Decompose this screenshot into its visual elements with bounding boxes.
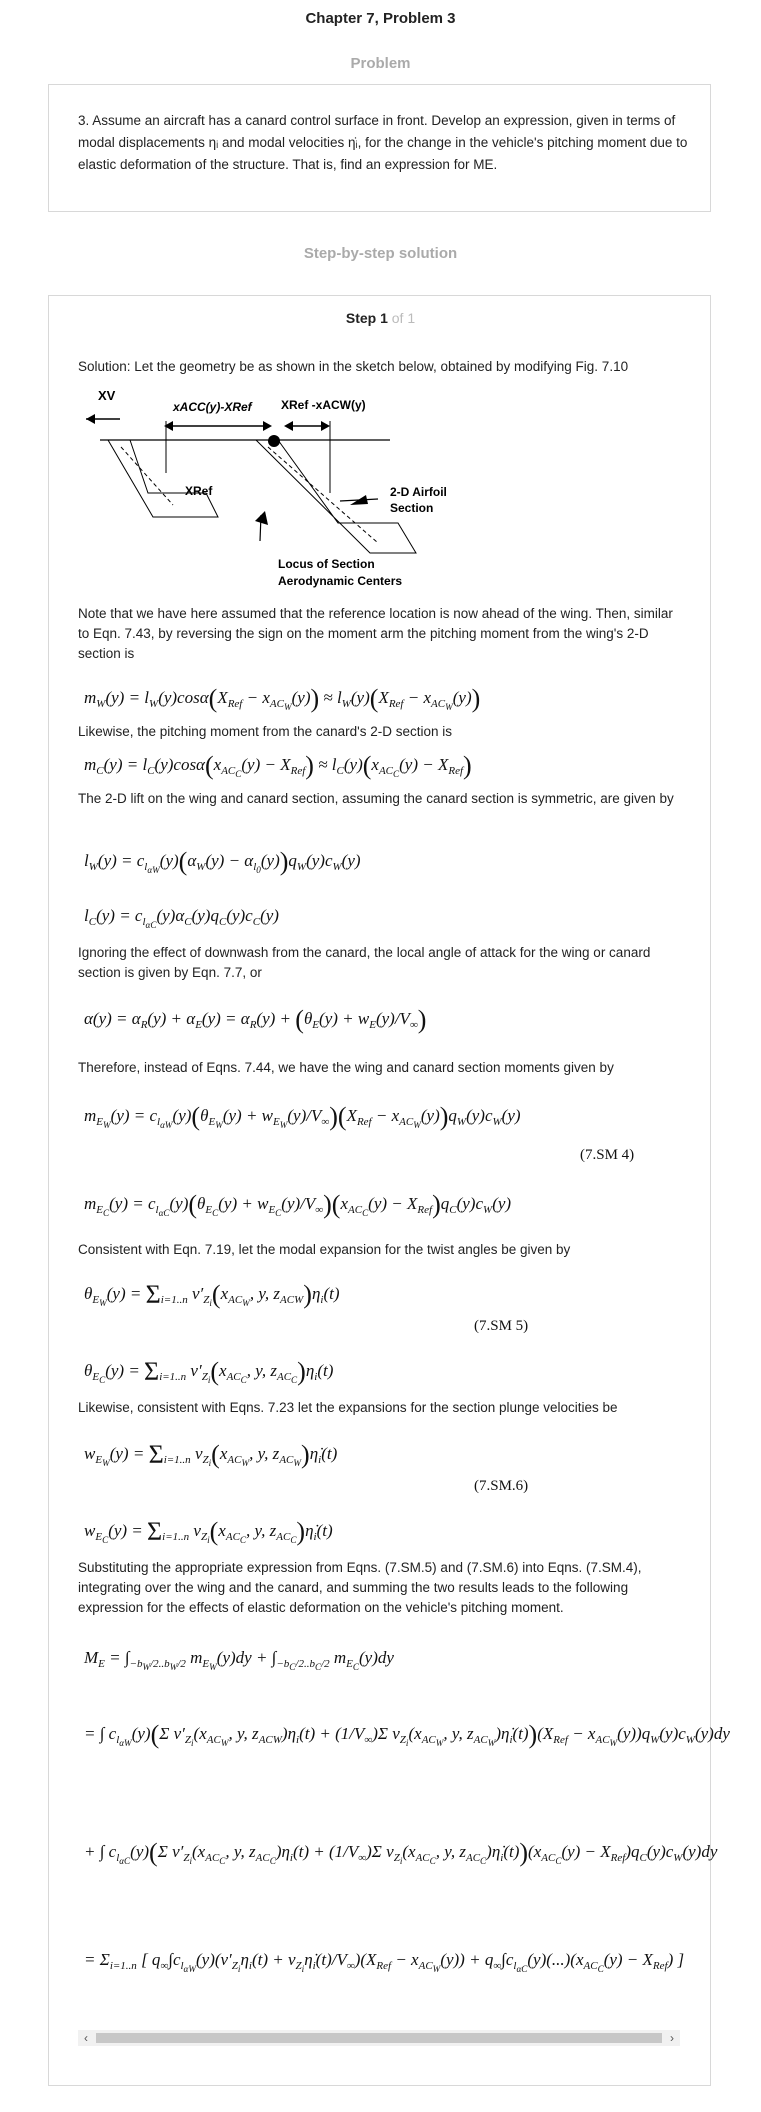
equation-me-wing-term: = ∫ $c_{l_{\alpha W}}(y)(\Sigma$ $v'_{Z_i}(x_{AC_W}$, y, $z_{ACW})\eta_i(t) + (1/V_\infty)\Sigma$ $v_{Z_i}(x_{AC_W}$, y, $z_{AC_W})\etȧ_i(t))(X_{Ref} - x_{AC_W}(y))q_W(y)c_W(y)dy$ — [84, 1720, 730, 1749]
problem-text: 3. Assume an aircraft has a canard control surface in front. Develop an expression, given in terms of modal displacements ηᵢ and modal velocities η̇ᵢ, for the change in the vehicle's pitching moment due to elastic deformation of the structure. That is, find an expression for ME. — [78, 113, 688, 172]
xacc-label: xACC(y)-XRef — [173, 400, 252, 414]
geometry-sketch — [78, 383, 538, 603]
locus-label-2: Aerodynamic Centers — [278, 574, 403, 588]
equation-me-canard-term: + ∫ $c_{l_{\alpha C}}(y)(\Sigma$ $v'_{Z_i}(x_{AC_C}$, y, $z_{AC_C})\eta_i(t) + (1/V_\infty)\Sigma$ $v_{Z_i}(x_{AC_C}$, y, $z_{AC_C})\etȧ_i(t))(x_{AC_C}(y) - X_{Ref})q_C(y)c_W(y)dy$ — [84, 1838, 718, 1867]
equation-theta-w: $\theta_{E_W}(y) = \Sigma_{i=1..n}$ $v'_{Z_i}(x_{AC_W}$, y, $z_{ACW})\eta_i(t)$ — [84, 1280, 340, 1309]
para-4: Ignoring the effect of downwash from the canard, the local angle of attack for the wing or canard section is given by Eqn. 7.7, or — [78, 945, 651, 980]
eq-label-sm5: (7.SM 5) — [474, 1318, 529, 1334]
equation-lc: $l_C(y) = c_{l_{\alpha C}}(y)\alpha_C(y)q_C(y)c_C(y)$ — [84, 906, 279, 931]
xv-label: XV — [98, 388, 116, 403]
page-title: Chapter 7, Problem 3 — [305, 10, 456, 27]
para-3: The 2-D lift on the wing and canard section, assuming the canard section is symmetric, are given by — [78, 791, 674, 806]
equation-lw: $l_W(y) = c_{l_{\alpha W}}(y)(\alpha_W(y) - \alpha_{l_0}(y))q_W(y)c_W(y)$ — [84, 847, 361, 876]
step-label: Step 1 — [345, 310, 388, 326]
canard-planform — [108, 440, 218, 517]
section-label: Section — [390, 501, 434, 515]
equation-mec: $m_{E_C}(y) = c_{l_{\alpha C}}(y)(\theta_{E_C}(y) + w_{E_C}(y)/V_\infty)(x_{AC_C}(y) - X_{Ref})q_C(y)c_W(y)$ — [84, 1190, 512, 1219]
equation-theta-c: $\theta_{E_C}(y) = \Sigma_{i=1..n}$ $v'_{Z_i}(x_{AC_C}$, y, $z_{AC_C})\eta_i(t)$ — [84, 1357, 334, 1386]
solution-heading: Step-by-step solution — [303, 245, 458, 262]
step-of: of 1 — [391, 310, 416, 326]
equation-me: $M_E = \int_{-b_W/2..b_W/2}$ $m_{E_W}(y)dy + \int_{-b_C/2..b_C/2}$ $m_{E_C}(y)dy$ — [84, 1648, 394, 1673]
equation-me-final: = $\Sigma_{i=1..n}$ [ $q_\infty\int c_{l_{\alpha W}}(y)(v'_{Z_i}\eta_i(t)$ + $v_{Z_i}\etȧ_i(t)/V_\infty)(X_{Ref} - x_{AC_W}(y)) + q_\infty\int c_{l_{\alpha C}}(y)(...)(x_{AC_C}(y) - X_{Ref})$ ] — [84, 1950, 685, 1975]
locus-dashed-line — [268, 447, 378, 543]
eq-label-sm4: (7.SM 4) — [580, 1147, 635, 1163]
equation-w-w: $w_{E_W}(y) = \Sigma_{i=1..n}$ $v_{Z_i}(x_{AC_W}$, y, $z_{AC_W})\etȧ_i(t)$ — [84, 1440, 338, 1469]
xref-label: XRef — [185, 484, 213, 498]
para-6: Consistent with Eqn. 7.19, let the modal expansion for the twist angles be given by — [78, 1242, 571, 1257]
scroll-left-arrow[interactable]: ‹ — [84, 2031, 88, 2045]
equation-alpha: $\alpha(y) = \alpha_R(y) + \alpha_E(y) = \alpha_R(y) + (\theta_E(y) + w_E(y)/V_\infty)$ — [84, 1005, 427, 1034]
equation-w-c: $w_{E_C}(y) = \Sigma_{i=1..n}$ $v_{Z_i}(x_{AC_C}$, y, $z_{AC_C})\etȧ_i(t)$ — [84, 1517, 333, 1546]
equation-mc: $m_C(y) = l_C(y)\cos\alpha(x_{AC_C}(y) - X_{Ref}) \approx l_C(y)(x_{AC_C}(y) - X_{Ref})$ — [84, 751, 472, 780]
solution-intro: Solution: Let the geometry be as shown in the sketch below, obtained by modifying Fig. 7.10 — [78, 359, 629, 374]
eq-label-sm6: (7.SM.6) — [474, 1478, 529, 1494]
scroll-right-arrow[interactable]: › — [670, 2031, 674, 2045]
problem-heading: Problem — [350, 55, 411, 72]
para-2: Likewise, the pitching moment from the canard's 2-D section is — [78, 724, 452, 739]
scroll-thumb[interactable] — [96, 2033, 662, 2043]
equation-mw: $m_W(y) = l_W(y)\cos\alpha(X_{Ref} - x_{AC_W}(y)) \approx l_W(y)(X_{Ref} - x_{AC_W}(y))$ — [84, 684, 481, 713]
para-8: Substituting the appropriate expression from Eqns. (7.SM.5) and (7.SM.6) into Eqns. (7.SM.4), integrating over the wing and the canard, and summing the two results leads to the following expression for the effects of elastic deformation on the vehicle's pitching moment. — [78, 1560, 642, 1615]
horizontal-scrollbar[interactable] — [78, 2030, 680, 2046]
locus-label-1: Locus of Section — [278, 557, 375, 571]
para-5: Therefore, instead of Eqns. 7.44, we have the wing and canard section moments given by — [78, 1060, 614, 1075]
equation-mew: $m_{E_W}(y) = c_{l_{\alpha W}}(y)(\theta_{E_W}(y) + w_{E_W}(y)/V_\infty)(X_{Ref} - x_{AC_W}(y))q_W(y)c_W(y)$ — [84, 1102, 521, 1131]
para-1: Note that we have here assumed that the reference location is now ahead of the wing. Then, similar to Eqn. 7.43, by reversing the sign on the moment arm the pitching moment from the wing's 2-D section is — [78, 606, 673, 661]
step-header — [0, 310, 761, 326]
airfoil-label: 2-D Airfoil — [390, 485, 447, 499]
para-7: Likewise, consistent with Eqns. 7.23 let the expansions for the section plunge velocities be — [78, 1400, 618, 1415]
xref-acw-label: XRef -xACW(y) — [281, 398, 366, 412]
